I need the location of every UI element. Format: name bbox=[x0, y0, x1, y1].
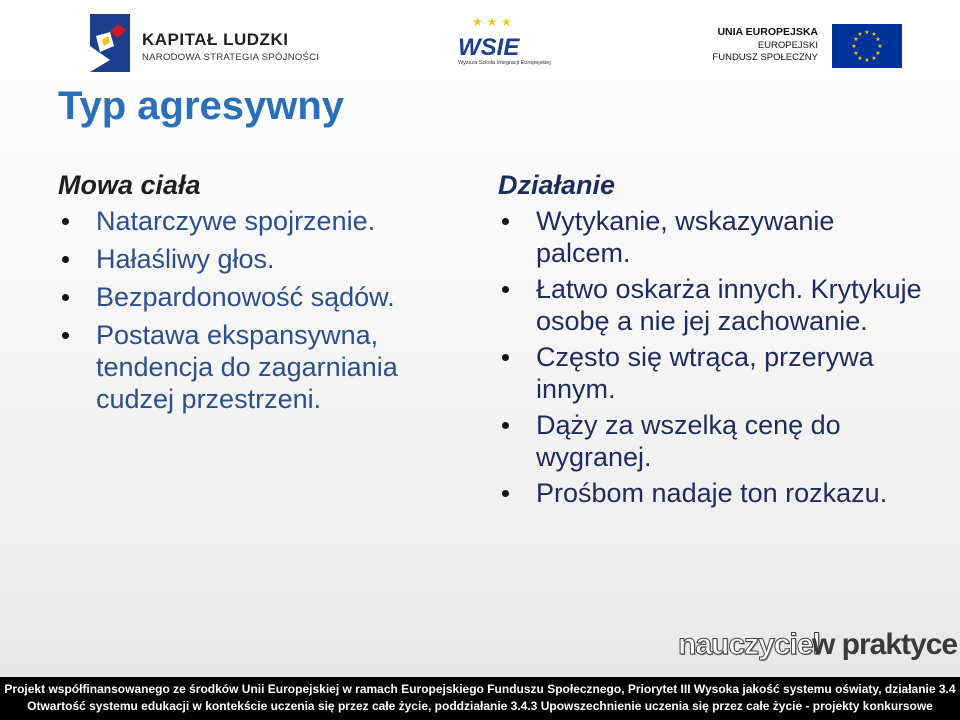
svg-text:★ ★ ★: ★ ★ ★ bbox=[472, 15, 512, 29]
list-item-text: Natarczywe spojrzenie. bbox=[96, 206, 376, 236]
eu-line1: UNIA EUROPEJSKA bbox=[717, 26, 818, 38]
eu-line3: FUNDUSZ SPOŁECZNY bbox=[712, 52, 818, 63]
wsie-name: WSIE bbox=[458, 34, 520, 61]
bullet-icon bbox=[62, 256, 69, 263]
eu-line2: EUROPEJSKI bbox=[757, 40, 818, 51]
right-heading: Działanie bbox=[498, 170, 616, 200]
list-item bbox=[58, 281, 478, 313]
list-item bbox=[58, 205, 478, 237]
right-column bbox=[498, 170, 928, 513]
slide-title: Typ agresywny bbox=[58, 84, 345, 128]
svg-text:★: ★ bbox=[857, 31, 863, 38]
list-item bbox=[498, 409, 928, 473]
list-item-text: Wytykanie, wskazywanie palcem. bbox=[536, 206, 835, 268]
list-item-text: Często się wtrąca, przerywa innym. bbox=[536, 342, 874, 404]
left-column bbox=[58, 170, 478, 421]
list-item bbox=[498, 341, 928, 405]
svg-text:★: ★ bbox=[875, 50, 881, 57]
footer-line2: Otwartość systemu edukacji w kontekście uczenia się przez całe życie, poddziałanie 3.4.3 Upowszechnienie uczenia się przez całe życie - projekty konkursowe bbox=[27, 699, 933, 713]
list-item bbox=[498, 273, 928, 337]
left-list bbox=[58, 205, 478, 415]
kapital-ludzki-logo bbox=[88, 12, 328, 76]
footer-line1: Projekt współfinansowanego ze środków Unii Europejskiej w ramach Europejskiego Funduszu Społecznego, Priorytet III Wysoka jakość systemu oświaty, działanie 3.4 bbox=[4, 682, 956, 696]
bullet-icon bbox=[62, 332, 69, 339]
svg-text:★: ★ bbox=[877, 43, 883, 50]
svg-text:★: ★ bbox=[875, 36, 881, 43]
bullet-icon bbox=[502, 354, 509, 361]
list-item-text: Bezpardonowość sądów. bbox=[96, 282, 395, 312]
svg-text:★: ★ bbox=[871, 55, 877, 62]
list-item bbox=[498, 477, 928, 509]
list-item bbox=[58, 319, 478, 415]
kapital-ludzki-emblem-icon bbox=[88, 12, 132, 74]
svg-text:★: ★ bbox=[857, 55, 863, 62]
svg-text:★: ★ bbox=[864, 29, 870, 36]
list-item-text: Postawa ekspansywna, tendencja do zagarniania cudzej przestrzeni. bbox=[96, 320, 398, 414]
bullet-icon bbox=[502, 286, 509, 293]
footer bbox=[0, 677, 960, 720]
list-item bbox=[498, 205, 928, 269]
brand-part2: w praktyce bbox=[812, 628, 958, 661]
bullet-icon bbox=[502, 490, 509, 497]
list-item-text: Łatwo oskarża innych. Krytykuje osobę a nie jej zachowanie. bbox=[536, 274, 922, 336]
right-list bbox=[498, 205, 928, 509]
kapital-ludzki-title: KAPITAŁ LUDZKI bbox=[142, 30, 289, 49]
svg-text:★: ★ bbox=[871, 31, 877, 38]
eu-logo bbox=[712, 24, 910, 68]
eu-flag-icon bbox=[832, 24, 902, 68]
wsie-logo bbox=[452, 15, 551, 68]
svg-text:★: ★ bbox=[853, 36, 859, 43]
left-heading: Mowa ciała bbox=[58, 170, 201, 200]
wsie-stars-icon bbox=[472, 14, 522, 30]
list-item bbox=[58, 243, 478, 275]
brand-part1: nauczyciel bbox=[678, 628, 820, 661]
bullet-icon bbox=[62, 294, 69, 301]
list-item-text: Prośbom nadaje ton rozkazu. bbox=[536, 478, 888, 508]
svg-text:★: ★ bbox=[864, 57, 870, 64]
bullet-icon bbox=[62, 218, 69, 225]
wsie-subtitle: Wyższa Szkoła Integracji Europejskiej bbox=[458, 60, 551, 66]
bullet-icon bbox=[502, 422, 509, 429]
header-logos bbox=[0, 0, 960, 80]
svg-text:★: ★ bbox=[853, 50, 859, 57]
kapital-ludzki-subtitle: NARODOWA STRATEGIA SPÓJNOŚCI bbox=[142, 52, 320, 63]
list-item-text: Hałaśliwy głos. bbox=[96, 244, 275, 274]
svg-text:★: ★ bbox=[851, 43, 857, 50]
list-item-text: Dąży za wszelką cenę do wygranej. bbox=[536, 410, 841, 472]
bullet-icon bbox=[502, 218, 509, 225]
nauczyciel-w-praktyce-logo bbox=[678, 628, 958, 668]
